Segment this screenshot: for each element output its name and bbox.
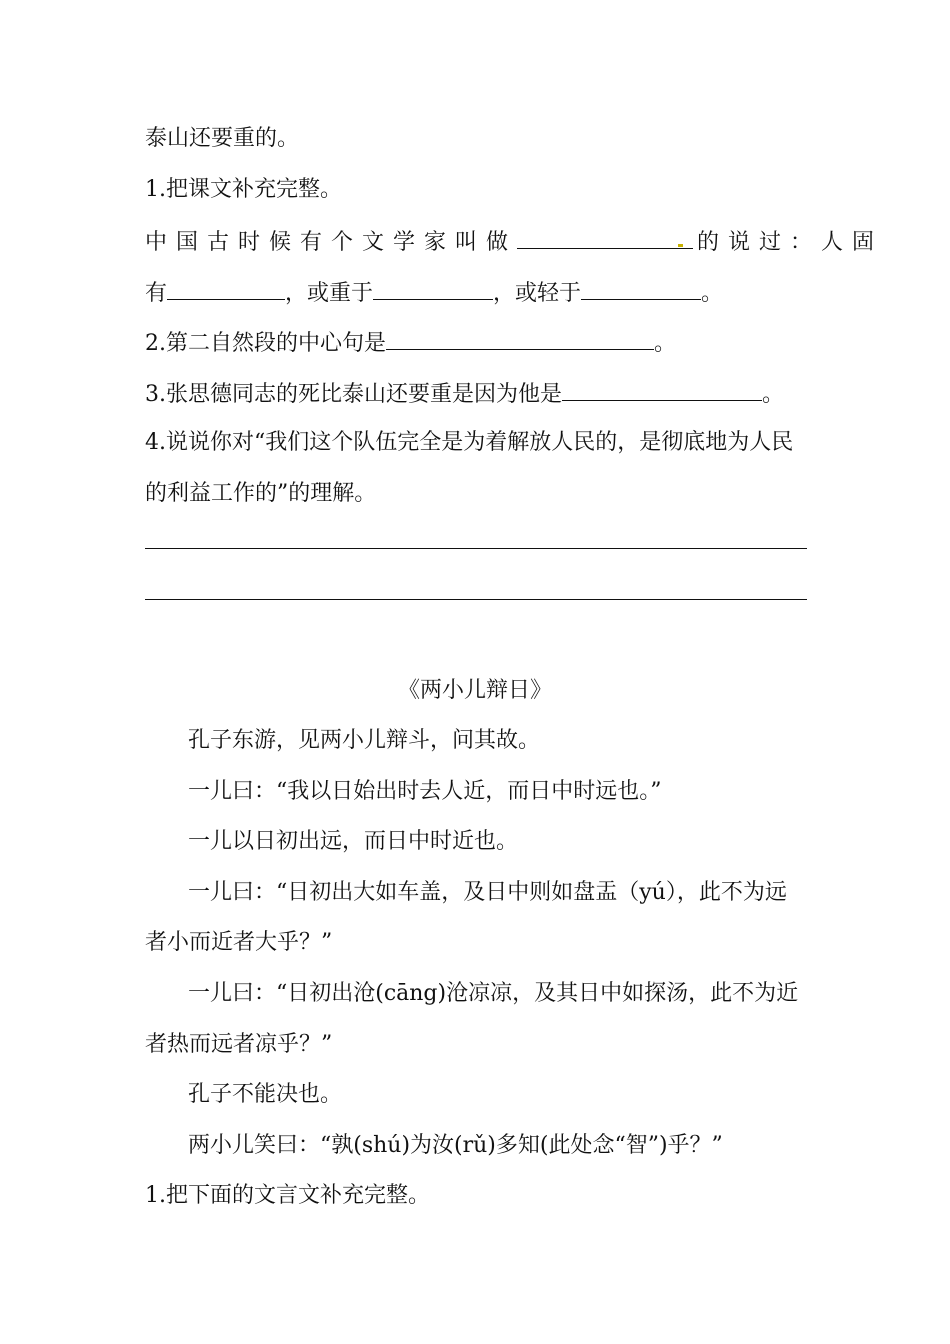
answer-blank-3[interactable] xyxy=(581,277,701,300)
question-1-text-e: ，或轻于 xyxy=(493,281,582,306)
question-3-end: 。 xyxy=(762,382,785,407)
answer-blank-central-sentence[interactable] xyxy=(386,327,654,350)
question-2-end: 。 xyxy=(654,331,677,356)
answer-line-1[interactable] xyxy=(145,548,807,549)
question-4-line-1: 4.说说你对“我们这个队伍完全是为着解放人民的，是彻底地为人民 xyxy=(145,430,794,455)
question-2 xyxy=(145,327,676,359)
question-3-text: 3.张思德同志的死比泰山还要重是因为他是 xyxy=(145,382,562,407)
question-1-line-2 xyxy=(145,277,723,309)
passage-2-question-1: 1.把下面的文言文补充完整。 xyxy=(145,1183,430,1208)
question-1-text-a: 中国古时候有个文学家叫做 xyxy=(145,230,518,255)
passage-line: 一儿曰：“我以日始出时去人近，而日中时远也。” xyxy=(188,779,662,804)
passage-line: 一儿曰：“日初出大如车盖，及日中则如盘盂（yú），此不为远 xyxy=(188,880,787,905)
question-1-text-b: 的说过：人固 xyxy=(697,230,884,255)
answer-blank-reason[interactable] xyxy=(562,378,762,401)
question-1-label: 1.把课文补充完整。 xyxy=(145,177,342,202)
passage-line: 一儿曰：“日初出沧(cāng)沧凉凉，及其日中如探汤，此不为近 xyxy=(188,981,799,1006)
answer-blank-1[interactable] xyxy=(167,277,285,300)
question-4-line-2: 的利益工作的”的理解。 xyxy=(145,481,377,506)
question-1-text-f: 。 xyxy=(701,281,724,306)
question-3 xyxy=(145,378,784,410)
passage-line: 者热而远者凉乎？” xyxy=(145,1032,333,1057)
passage-title: 《两小儿辩日》 xyxy=(397,678,552,703)
question-1-text-d: ，或重于 xyxy=(285,281,374,306)
answer-blank-2[interactable] xyxy=(373,277,493,300)
answer-line-2[interactable] xyxy=(145,599,807,600)
passage-line: 孔子东游，见两小儿辩斗，问其故。 xyxy=(188,728,541,753)
question-1-line-1 xyxy=(145,226,883,258)
answer-blank-writer[interactable] xyxy=(517,226,693,249)
question-1-text-c: 有 xyxy=(145,281,168,306)
passage-line: 两小儿笑曰：“孰(shú)为汝(rǔ)多知(此处念“智”)乎？” xyxy=(188,1133,723,1158)
question-2-text: 2.第二自然段的中心句是 xyxy=(145,331,386,356)
passage-line: 一儿以日初出远，而日中时近也。 xyxy=(188,829,519,854)
passage-line: 者小而近者大乎？” xyxy=(145,930,333,955)
passage-line: 孔子不能决也。 xyxy=(188,1082,343,1107)
highlight-mark xyxy=(678,244,683,247)
continuation-text: 泰山还要重的。 xyxy=(145,126,300,151)
